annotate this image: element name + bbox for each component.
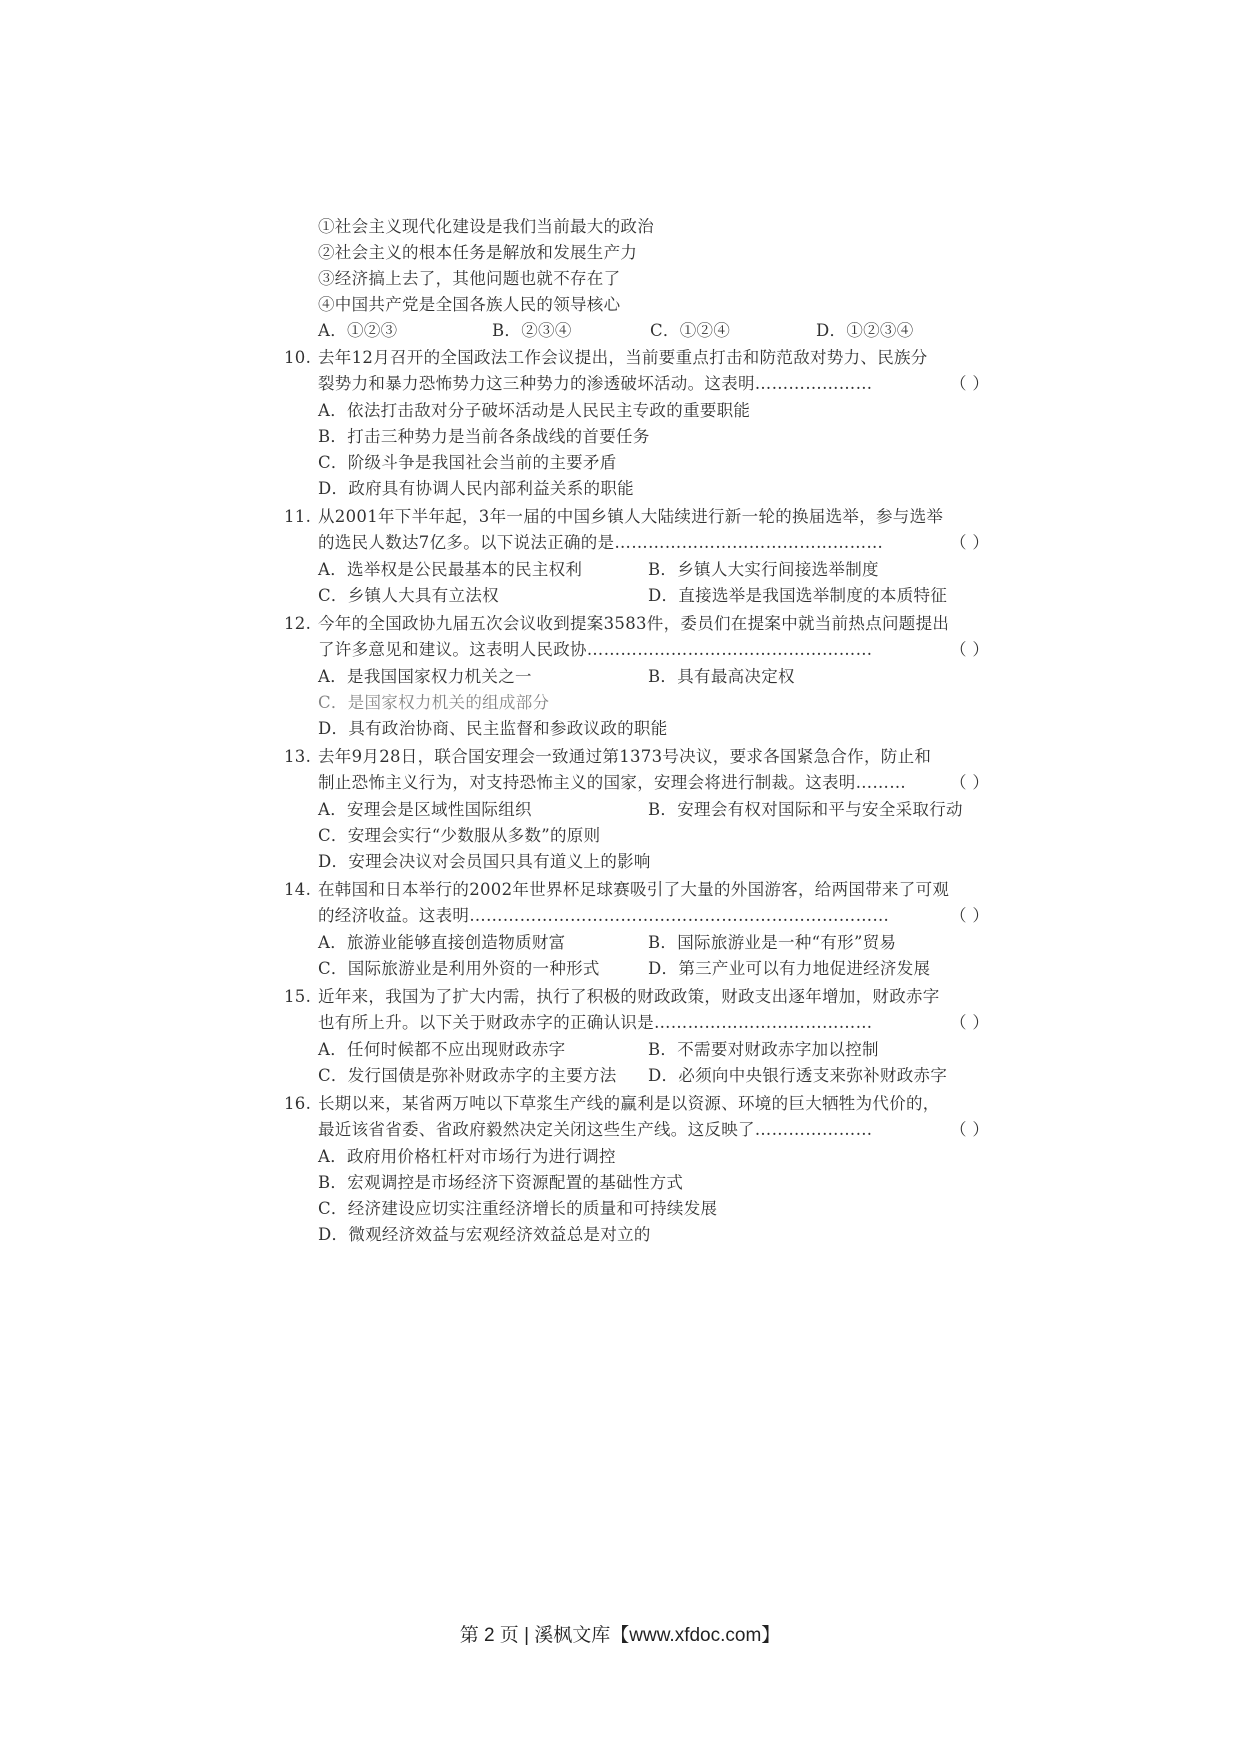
answer-blank: （ ） bbox=[950, 1120, 990, 1139]
option-row bbox=[0, 823, 1240, 849]
question-text: 在韩国和日本举行的2002年世界杯足球赛吸引了大量的外国游客，给两国带来了可观 bbox=[318, 880, 950, 899]
question-14-line-2 bbox=[0, 903, 1240, 929]
option-b: B．打击三种势力是当前各条战线的首要任务 bbox=[318, 427, 650, 446]
answer-blank: （ ） bbox=[950, 533, 990, 552]
option-d: D．①②③④ bbox=[816, 321, 914, 340]
question-15-line-1 bbox=[0, 984, 1240, 1010]
option-row bbox=[0, 1222, 1240, 1248]
option-b: B．宏观调控是市场经济下资源配置的基础性方式 bbox=[318, 1173, 684, 1192]
option-a: A．旅游业能够直接创造物质财富 bbox=[318, 933, 566, 952]
option-a: A．是我国国家权力机关之一 bbox=[318, 667, 532, 686]
question-16-line-2 bbox=[0, 1117, 1240, 1143]
option-row bbox=[0, 797, 1240, 823]
option-b: B．乡镇人大实行间接选举制度 bbox=[648, 560, 879, 579]
question-number: 10. bbox=[284, 348, 312, 367]
question-16-line-1 bbox=[0, 1091, 1240, 1117]
answer-blank: （ ） bbox=[950, 640, 990, 659]
question-14-line-1 bbox=[0, 877, 1240, 903]
option-d: D．具有政治协商、民主监督和参政议政的职能 bbox=[318, 719, 668, 738]
question-text: 的选民人数达7亿多。以下说法正确的是………………………………………… bbox=[318, 533, 884, 552]
question-number: 15. bbox=[284, 987, 312, 1006]
option-d: D．安理会决议对会员国只具有道义上的影响 bbox=[318, 852, 651, 871]
option-c: C．乡镇人大具有立法权 bbox=[318, 586, 499, 605]
option-c: C．国际旅游业是利用外资的一种形式 bbox=[318, 959, 600, 978]
option-b: B．不需要对财政赤字加以控制 bbox=[648, 1040, 879, 1059]
answer-blank: （ ） bbox=[950, 1013, 990, 1032]
option-d: D．第三产业可以有力地促进经济发展 bbox=[648, 959, 931, 978]
answer-blank: （ ） bbox=[950, 906, 990, 925]
option-a: A．安理会是区域性国际组织 bbox=[318, 800, 532, 819]
option-a: A．任何时候都不应出现财政赤字 bbox=[318, 1040, 566, 1059]
question-11-line-1 bbox=[0, 504, 1240, 530]
page-footer: 第 2 页 | 溪枫文库【www.xfdoc.com】 bbox=[459, 1625, 781, 1646]
option-row bbox=[0, 930, 1240, 956]
option-d: D．微观经济效益与宏观经济效益总是对立的 bbox=[318, 1225, 651, 1244]
question-number: 14. bbox=[284, 880, 312, 899]
question-15-line-2 bbox=[0, 1010, 1240, 1036]
statement-text: ④中国共产党是全国各族人民的领导核心 bbox=[318, 295, 621, 314]
option-row bbox=[0, 583, 1240, 609]
question-text: 裂势力和暴力恐怖势力这三种势力的渗透破坏活动。这表明………………… bbox=[318, 374, 873, 393]
statement-item bbox=[0, 240, 1240, 266]
question-text: 了许多意见和建议。这表明人民政协…………………………………………… bbox=[318, 640, 873, 659]
question-12-line-2 bbox=[0, 637, 1240, 663]
option-row bbox=[0, 690, 1240, 716]
question-text: 最近该省省委、省政府毅然决定关闭这些生产线。这反映了………………… bbox=[318, 1120, 873, 1139]
statement-item bbox=[0, 214, 1240, 240]
question-number: 16. bbox=[284, 1094, 312, 1113]
option-row bbox=[0, 398, 1240, 424]
option-row bbox=[0, 1063, 1240, 1089]
question-number: 13. bbox=[284, 747, 312, 766]
option-row bbox=[0, 476, 1240, 502]
question-text: 今年的全国政协九届五次会议收到提案3583件，委员们在提案中就当前热点问题提出 bbox=[318, 614, 950, 633]
question-text: 的经济收益。这表明………………………………………………………………… bbox=[318, 906, 890, 925]
option-b: B．国际旅游业是一种“有形”贸易 bbox=[648, 933, 897, 952]
option-a: A．政府用价格杠杆对市场行为进行调控 bbox=[318, 1147, 616, 1166]
statement-item bbox=[0, 292, 1240, 318]
question-10-line-1 bbox=[0, 345, 1240, 371]
question-text: 长期以来，某省两万吨以下草浆生产线的赢利是以资源、环境的巨大牺牲为代价的， bbox=[318, 1094, 940, 1113]
option-a: A．①②③ bbox=[318, 321, 398, 340]
option-b: B．②③④ bbox=[492, 321, 572, 340]
option-c: C．经济建设应切实注重经济增长的质量和可持续发展 bbox=[318, 1199, 718, 1218]
option-a: A．依法打击敌对分子破坏活动是人民民主专政的重要职能 bbox=[318, 401, 751, 420]
statement-item bbox=[0, 266, 1240, 292]
option-row bbox=[0, 424, 1240, 450]
question-text: 制止恐怖主义行为，对支持恐怖主义的国家，安理会将进行制裁。这表明……… bbox=[318, 773, 906, 792]
option-row bbox=[0, 1196, 1240, 1222]
question-number: 12. bbox=[284, 614, 312, 633]
answer-blank: （ ） bbox=[950, 374, 990, 393]
answer-blank: （ ） bbox=[950, 773, 990, 792]
option-row bbox=[0, 956, 1240, 982]
option-row bbox=[0, 849, 1240, 875]
question-text: 去年12月召开的全国政法工作会议提出，当前要重点打击和防范敌对势力、民族分 bbox=[318, 348, 928, 367]
option-row bbox=[0, 450, 1240, 476]
option-c: C．发行国债是弥补财政赤字的主要方法 bbox=[318, 1066, 617, 1085]
option-row bbox=[0, 1170, 1240, 1196]
option-row bbox=[0, 1037, 1240, 1063]
question-11-line-2 bbox=[0, 530, 1240, 556]
question-13-line-1 bbox=[0, 744, 1240, 770]
option-b: B．具有最高决定权 bbox=[648, 667, 795, 686]
option-c: C．安理会实行“少数服从多数”的原则 bbox=[318, 826, 601, 845]
option-c: C．阶级斗争是我国社会当前的主要矛盾 bbox=[318, 453, 617, 472]
question-12-line-1 bbox=[0, 611, 1240, 637]
question-number: 11. bbox=[284, 507, 312, 526]
option-d: D．必须向中央银行透支来弥补财政赤字 bbox=[648, 1066, 948, 1085]
option-d: D．直接选举是我国选举制度的本质特征 bbox=[648, 586, 948, 605]
statement-text: ③经济搞上去了，其他问题也就不存在了 bbox=[318, 269, 621, 288]
question-text: 近年来，我国为了扩大内需，执行了积极的财政政策，财政支出逐年增加，财政赤字 bbox=[318, 987, 940, 1006]
question-10-line-2 bbox=[0, 371, 1240, 397]
option-row bbox=[0, 1144, 1240, 1170]
answer-options-row bbox=[0, 318, 1240, 344]
option-c: C．是国家权力机关的组成部分 bbox=[318, 693, 550, 712]
statement-text: ①社会主义现代化建设是我们当前最大的政治 bbox=[318, 217, 654, 236]
question-text: 也有所上升。以下关于财政赤字的正确认识是………………………………… bbox=[318, 1013, 873, 1032]
option-a: A．选举权是公民最基本的民主权利 bbox=[318, 560, 583, 579]
option-row bbox=[0, 557, 1240, 583]
option-c: C．①②④ bbox=[650, 321, 731, 340]
option-d: D．政府具有协调人民内部利益关系的职能 bbox=[318, 479, 634, 498]
option-b: B．安理会有权对国际和平与安全采取行动 bbox=[648, 800, 963, 819]
question-text: 从2001年下半年起，3年一届的中国乡镇人大陆续进行新一轮的换届选举，参与选举 bbox=[318, 507, 944, 526]
option-row bbox=[0, 716, 1240, 742]
option-row bbox=[0, 664, 1240, 690]
statement-text: ②社会主义的根本任务是解放和发展生产力 bbox=[318, 243, 638, 262]
question-13-line-2 bbox=[0, 770, 1240, 796]
question-text: 去年9月28日，联合国安理会一致通过第1373号决议，要求各国紧急合作，防止和 bbox=[318, 747, 932, 766]
